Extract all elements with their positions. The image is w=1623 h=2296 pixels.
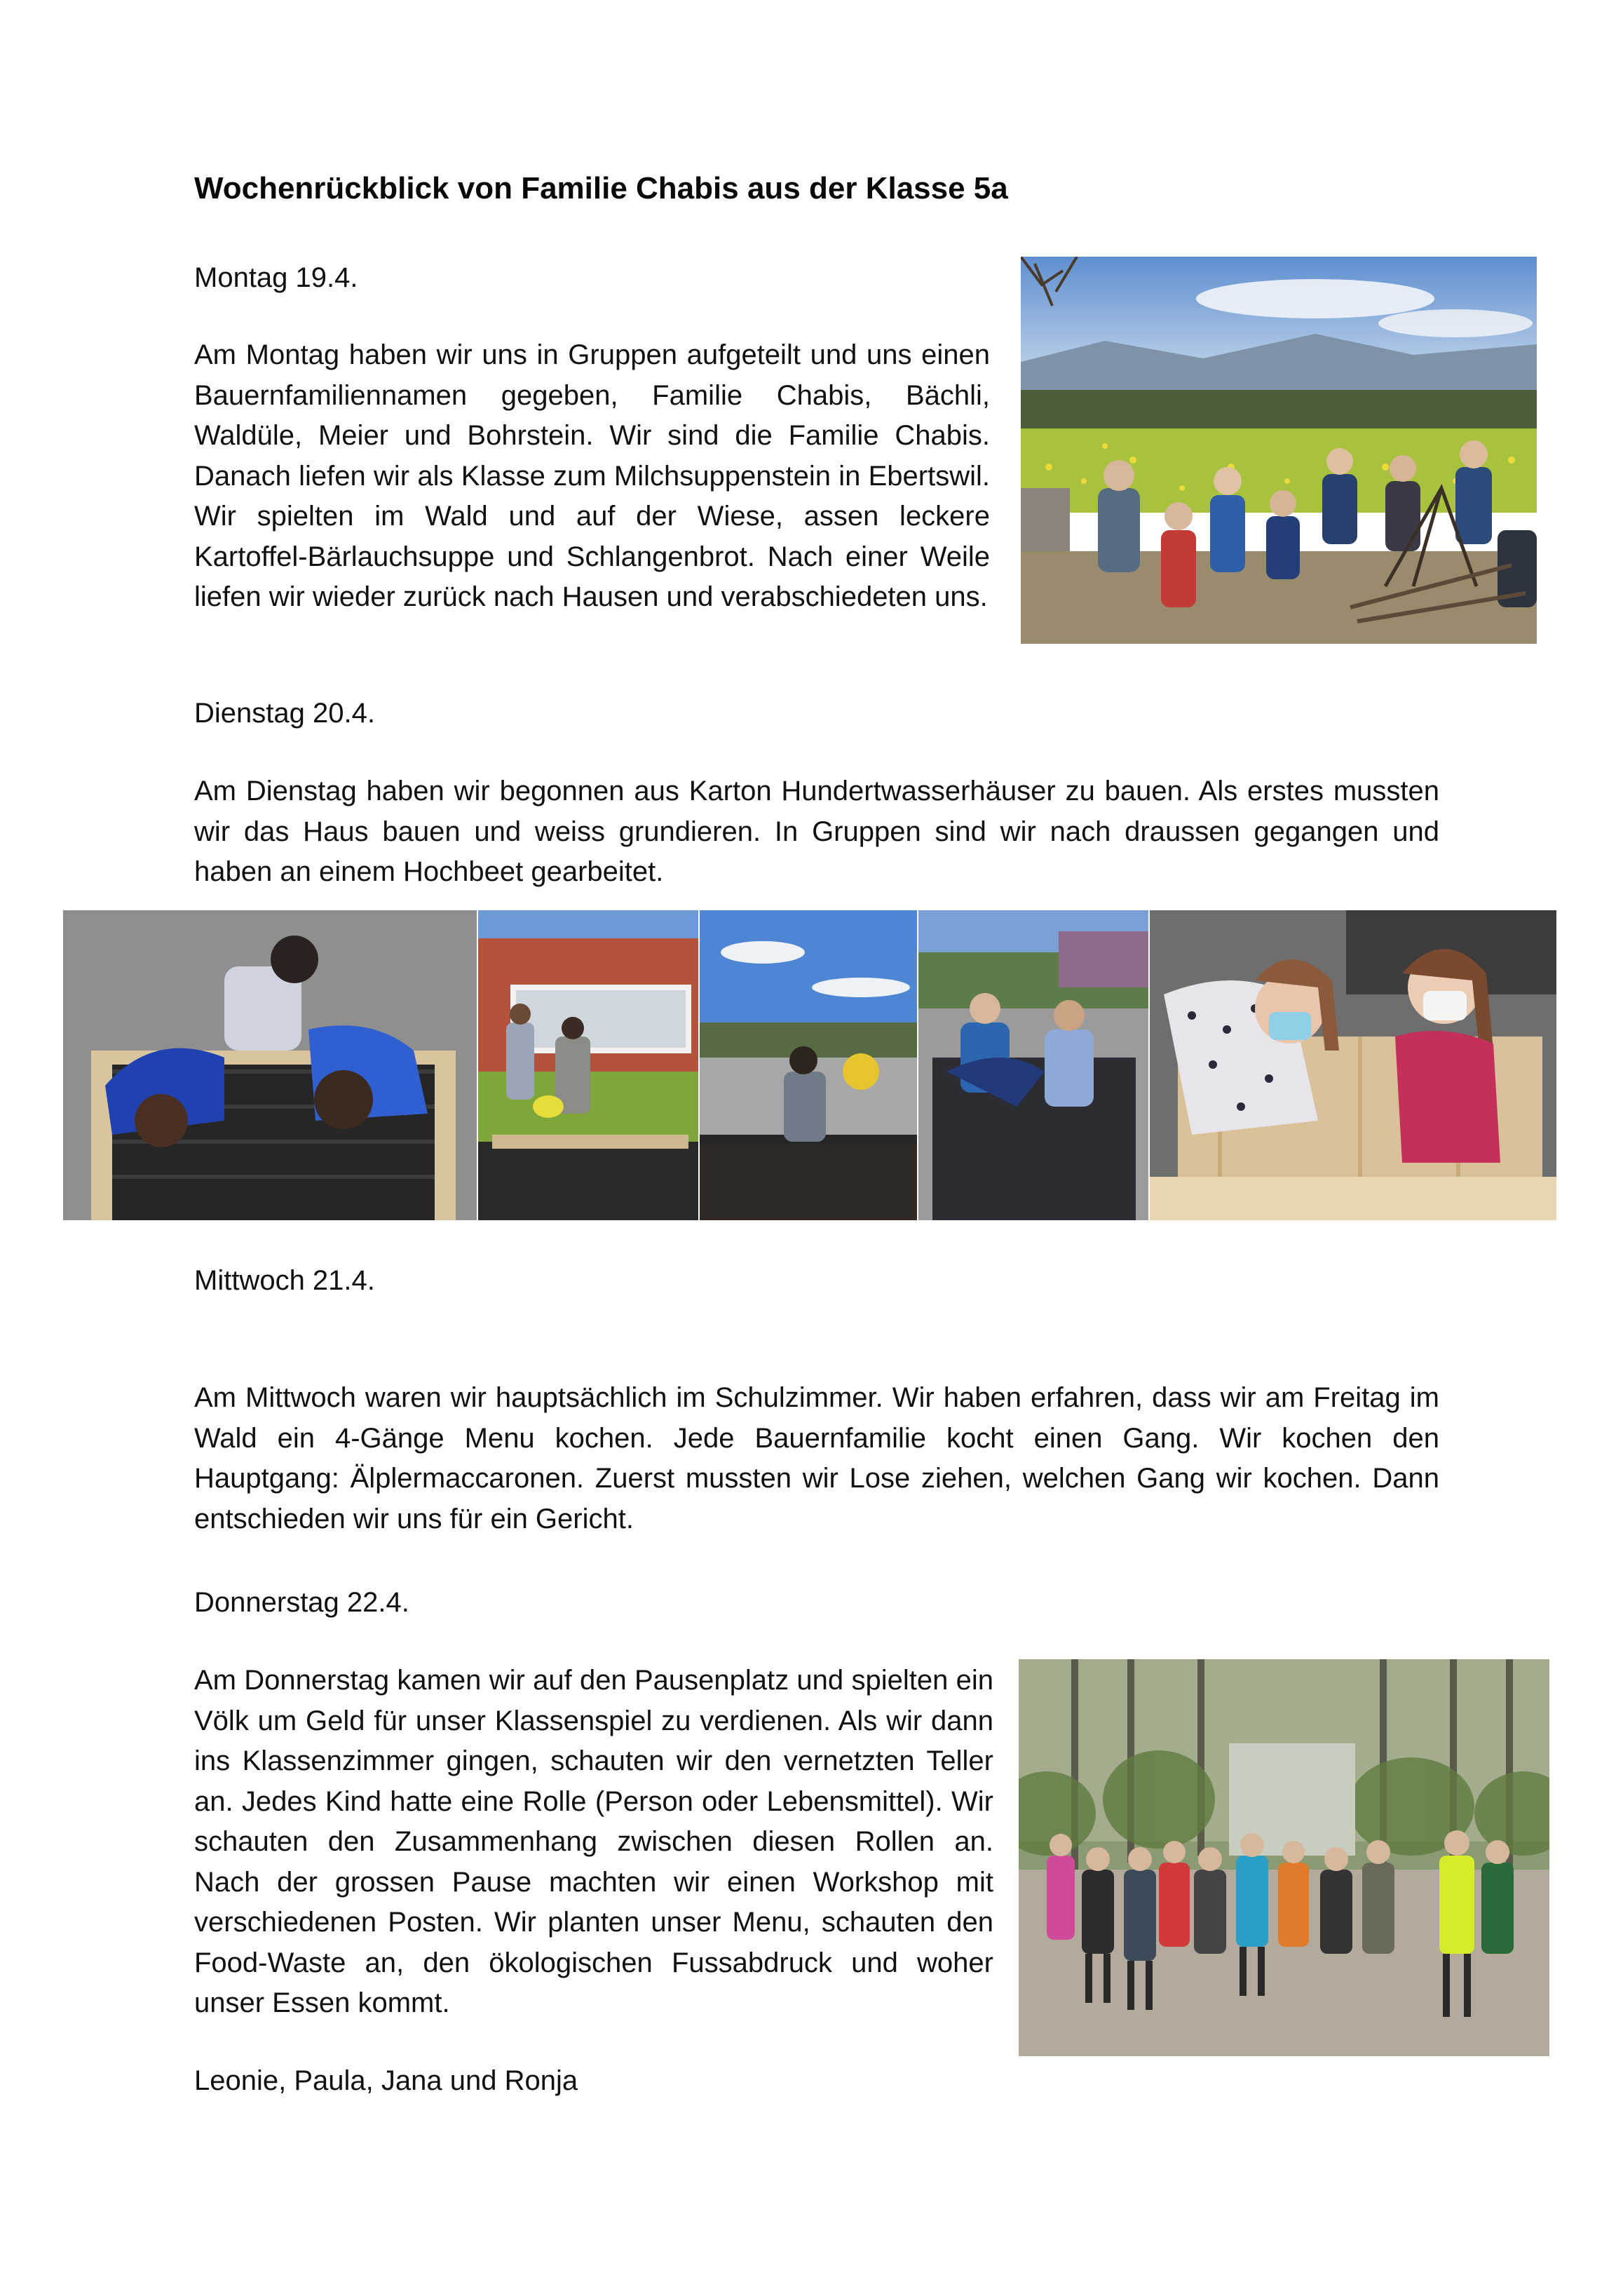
- photo-hochbeet-2: [478, 910, 698, 1220]
- photo-hochbeet-5: [1150, 910, 1556, 1220]
- heading-wednesday: Mittwoch 21.4.: [194, 1265, 375, 1296]
- paragraph-wednesday: Am Mittwoch waren wir hauptsächlich im Schulzimmer. Wir haben erfahren, dass wir am Freitag im Wald ein 4-Gänge Menu kochen. Jede Bauernfamilie kocht einen Gang. Wir kochen den Hauptgang: Älplermaccaronen. Zuerst mussten wir Lose ziehen, welchen Gang wir kochen. Dann entschieden wir uns für ein Gericht.: [194, 1382, 1439, 1534]
- paragraph-thursday: Am Donnerstag kamen wir auf den Pausenplatz und spielten ein Völk um Geld für unser Klassenspiel zu verdienen. Als wir dann ins Klassenzimmer gingen, schauten wir den vernetzten Teller an. Jedes Kind hatte eine Rolle (Person oder Lebensmittel). Wir schauten den Zusammenhang zwischen diesen Rollen an. Nach der grossen Pause machten wir einen Workshop mit verschiedenen Posten. Wir planten unser Menu, schauten den Food-Waste an, den ökologischen Fussabdruck und woher unser Essen kommt.: [194, 1665, 993, 2018]
- photo-forest-group: [1019, 1659, 1549, 2056]
- photo-hochbeet-4: [918, 910, 1148, 1220]
- photo-meadow-campfire: [1021, 257, 1537, 644]
- photo-hochbeet-1: [63, 910, 477, 1220]
- paragraph-monday: Am Montag haben wir uns in Gruppen aufgeteilt und uns einen Bauernfamiliennamen gegeben, Familie Chabis, Bächli, Waldüle, Meier und Bohrstein. Wir sind die Familie Chabis. Danach liefen wir als Klasse zum Milchsuppenstein in Ebertswil. Wir spielten im Wald und auf der Wiese, assen leckere Kartoffel-Bärlauchsuppe und Schlangenbrot. Nach einer Weile liefen wir wieder zurück nach Hausen und verabschiedeten uns.: [194, 339, 990, 612]
- heading-tuesday: Dienstag 20.4.: [194, 698, 375, 729]
- signature: Leonie, Paula, Jana und Ronja: [194, 2065, 578, 2096]
- heading-monday: Montag 19.4.: [194, 262, 358, 293]
- paragraph-tuesday: Am Dienstag haben wir begonnen aus Karton Hundertwasserhäuser zu bauen. Als erstes mussten wir das Haus bauen und weiss grundieren. In Gruppen sind wir nach draussen gegangen und haben an einem Hochbeet gearbeitet.: [194, 776, 1439, 887]
- heading-thursday: Donnerstag 22.4.: [194, 1587, 409, 1618]
- photo-hochbeet-3: [700, 910, 917, 1220]
- document-title: Wochenrückblick von Familie Chabis aus der Klasse 5a: [194, 171, 1008, 205]
